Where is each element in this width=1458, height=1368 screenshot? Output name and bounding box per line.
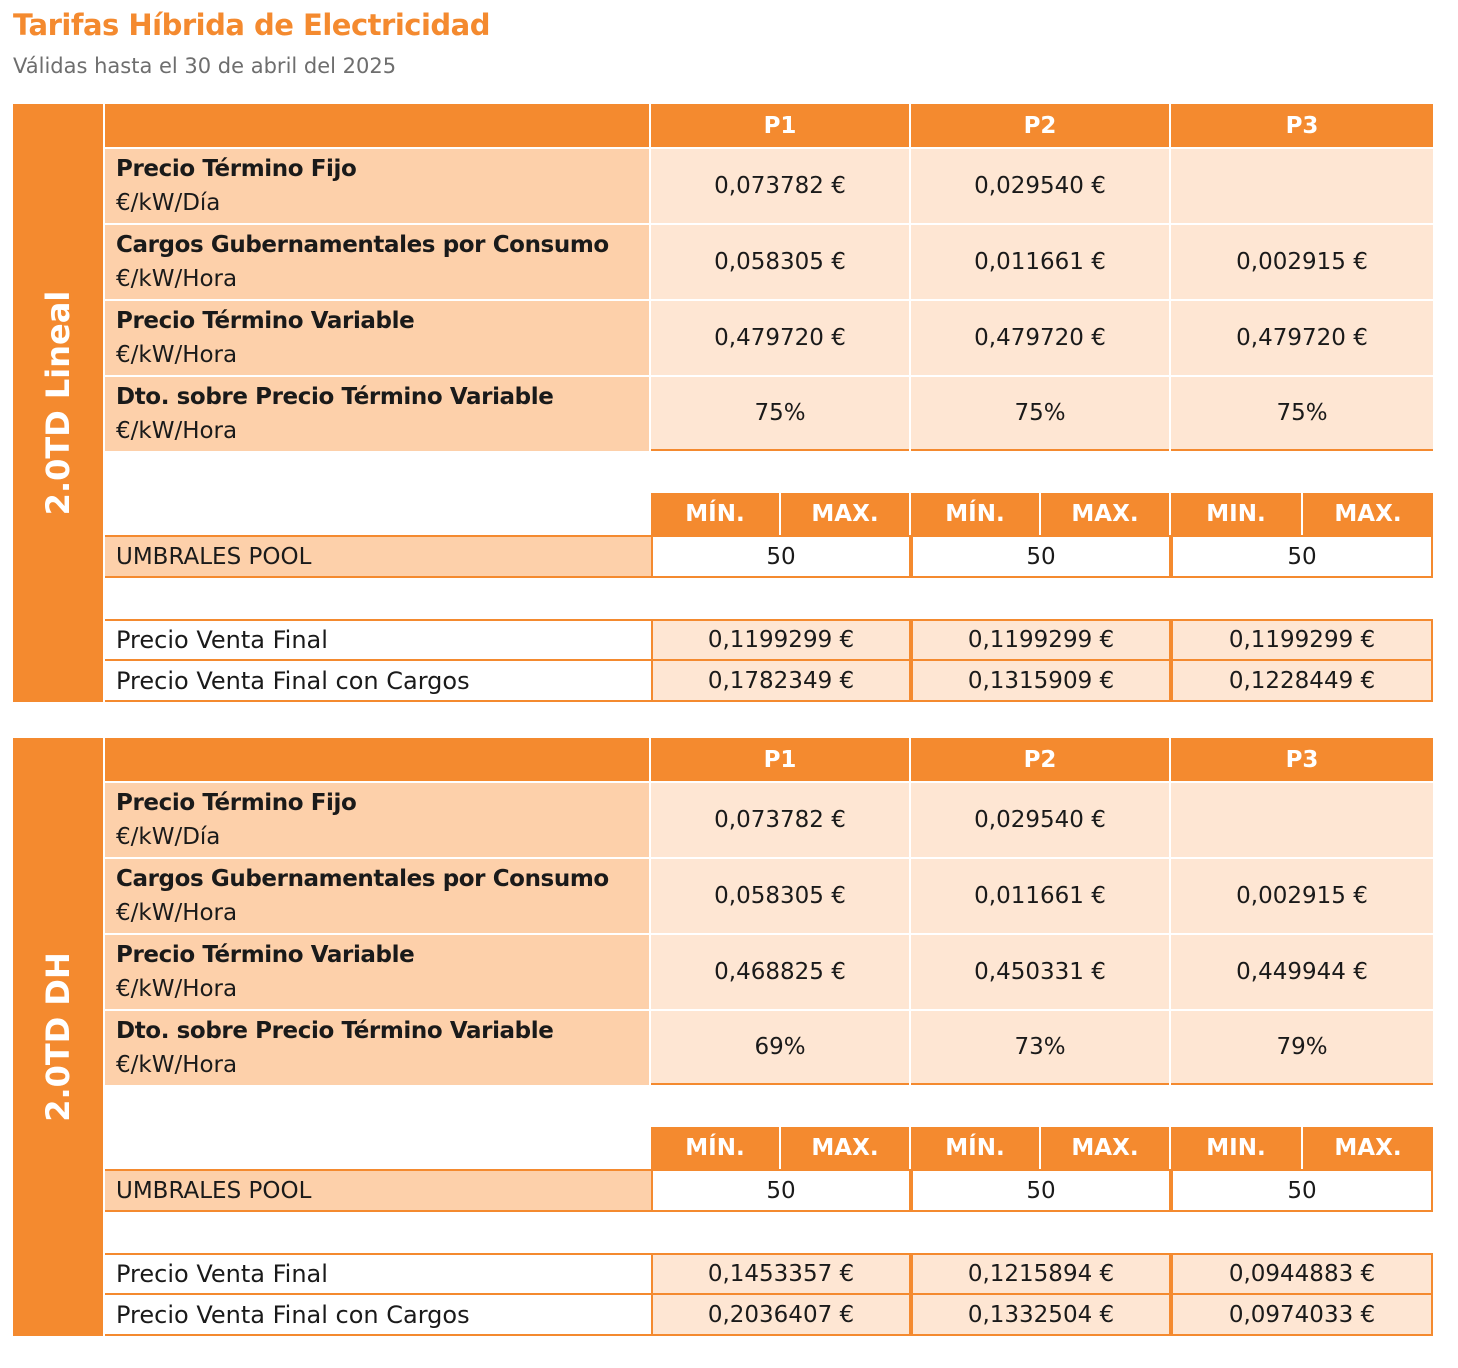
cell-fijo-p1: 0,073782 € bbox=[651, 149, 909, 223]
row-unit: €/kW/Día bbox=[116, 190, 221, 216]
cell-venta-cargos-p1: 0,2036407 € bbox=[651, 1293, 911, 1336]
row-label-cargos bbox=[105, 225, 649, 299]
cell-venta-cargos-p2: 0,1332504 € bbox=[911, 1293, 1171, 1336]
minmax-p2-min: MÍN. bbox=[911, 1127, 1039, 1169]
minmax-p2-max: MAX. bbox=[1041, 493, 1169, 535]
cell-pool-p3: 50 bbox=[1171, 535, 1433, 578]
minmax-p3-max: MAX. bbox=[1303, 493, 1433, 535]
row-label-variable bbox=[105, 935, 649, 1009]
row-label-venta: Precio Venta Final bbox=[105, 619, 651, 661]
cell-dto-p2: 73% bbox=[911, 1011, 1169, 1085]
cell-venta-cargos-p1: 0,1782349 € bbox=[651, 659, 911, 702]
row-title: Precio Término Variable bbox=[116, 942, 415, 968]
cell-cargos-p3: 0,002915 € bbox=[1171, 859, 1433, 933]
row-label-pool: UMBRALES POOL bbox=[105, 535, 651, 578]
cell-fijo-p2: 0,029540 € bbox=[911, 783, 1169, 857]
cell-pool-p1: 50 bbox=[651, 1169, 911, 1212]
section-title: 2.0TD DH bbox=[39, 952, 77, 1122]
cell-dto-p3: 79% bbox=[1171, 1011, 1433, 1085]
row-unit: €/kW/Hora bbox=[116, 266, 238, 292]
row-label-dto bbox=[105, 1011, 649, 1085]
section-title: 2.0TD Lineal bbox=[39, 290, 77, 516]
row-title: Dto. sobre Precio Término Variable bbox=[116, 1018, 554, 1044]
row-unit: €/kW/Hora bbox=[116, 418, 238, 444]
row-title: Precio Término Fijo bbox=[116, 156, 357, 182]
minmax-p1-max: MAX. bbox=[781, 493, 909, 535]
tariff-section-dh bbox=[13, 738, 1433, 1336]
row-title: Precio Término Variable bbox=[116, 308, 415, 334]
row-title: Cargos Gubernamentales por Consumo bbox=[116, 866, 609, 892]
cell-venta-p3: 0,0944883 € bbox=[1171, 1253, 1433, 1295]
cell-venta-cargos-p3: 0,1228449 € bbox=[1171, 659, 1433, 702]
row-title: Precio Término Fijo bbox=[116, 790, 357, 816]
cell-dto-p2: 75% bbox=[911, 377, 1169, 451]
row-label-pool: UMBRALES POOL bbox=[105, 1169, 651, 1212]
cell-cargos-p1: 0,058305 € bbox=[651, 225, 909, 299]
row-label-fijo bbox=[105, 149, 649, 223]
section-side-bar bbox=[13, 738, 103, 1336]
minmax-p1-min: MÍN. bbox=[651, 1127, 779, 1169]
row-unit: €/kW/Hora bbox=[116, 342, 238, 368]
row-label-fijo bbox=[105, 783, 649, 857]
cell-fijo-p1: 0,073782 € bbox=[651, 783, 909, 857]
column-header-p2: P2 bbox=[911, 104, 1169, 147]
section-side-bar bbox=[13, 104, 103, 702]
cell-cargos-p1: 0,058305 € bbox=[651, 859, 909, 933]
row-label-venta-cargos: Precio Venta Final con Cargos bbox=[105, 661, 651, 702]
cell-venta-p2: 0,1199299 € bbox=[911, 619, 1171, 661]
row-label-venta-cargos: Precio Venta Final con Cargos bbox=[105, 1295, 651, 1336]
minmax-p1-max: MAX. bbox=[781, 1127, 909, 1169]
row-label-dto bbox=[105, 377, 649, 451]
column-header-p3: P3 bbox=[1171, 104, 1433, 147]
row-unit: €/kW/Día bbox=[116, 824, 221, 850]
cell-pool-p2: 50 bbox=[911, 535, 1171, 578]
cell-cargos-p2: 0,011661 € bbox=[911, 225, 1169, 299]
cell-fijo-p2: 0,029540 € bbox=[911, 149, 1169, 223]
minmax-p2-max: MAX. bbox=[1041, 1127, 1169, 1169]
cell-variable-p3: 0,449944 € bbox=[1171, 935, 1433, 1009]
cell-variable-p2: 0,450331 € bbox=[911, 935, 1169, 1009]
cell-venta-cargos-p3: 0,0974033 € bbox=[1171, 1293, 1433, 1336]
cell-variable-p1: 0,468825 € bbox=[651, 935, 909, 1009]
minmax-p3-min: MIN. bbox=[1171, 493, 1301, 535]
cell-venta-p2: 0,1215894 € bbox=[911, 1253, 1171, 1295]
header-blank bbox=[105, 104, 649, 147]
row-unit: €/kW/Hora bbox=[116, 976, 238, 1002]
cell-pool-p3: 50 bbox=[1171, 1169, 1433, 1212]
cell-venta-p3: 0,1199299 € bbox=[1171, 619, 1433, 661]
row-label-venta: Precio Venta Final bbox=[105, 1253, 651, 1295]
column-header-p1: P1 bbox=[651, 104, 909, 147]
cell-venta-cargos-p2: 0,1315909 € bbox=[911, 659, 1171, 702]
minmax-p3-min: MIN. bbox=[1171, 1127, 1301, 1169]
row-title: Cargos Gubernamentales por Consumo bbox=[116, 232, 609, 258]
cell-dto-p1: 69% bbox=[651, 1011, 909, 1085]
page-subtitle: Válidas hasta el 30 de abril del 2025 bbox=[13, 54, 397, 78]
minmax-p1-min: MÍN. bbox=[651, 493, 779, 535]
cell-pool-p2: 50 bbox=[911, 1169, 1171, 1212]
cell-pool-p1: 50 bbox=[651, 535, 911, 578]
cell-cargos-p2: 0,011661 € bbox=[911, 859, 1169, 933]
row-title: Dto. sobre Precio Término Variable bbox=[116, 384, 554, 410]
cell-variable-p2: 0,479720 € bbox=[911, 301, 1169, 375]
cell-variable-p1: 0,479720 € bbox=[651, 301, 909, 375]
cell-venta-p1: 0,1453357 € bbox=[651, 1253, 911, 1295]
cell-fijo-p3 bbox=[1171, 783, 1433, 857]
cell-variable-p3: 0,479720 € bbox=[1171, 301, 1433, 375]
cell-dto-p1: 75% bbox=[651, 377, 909, 451]
row-unit: €/kW/Hora bbox=[116, 900, 238, 926]
column-header-p1: P1 bbox=[651, 738, 909, 781]
column-header-p2: P2 bbox=[911, 738, 1169, 781]
row-label-cargos bbox=[105, 859, 649, 933]
minmax-p2-min: MÍN. bbox=[911, 493, 1039, 535]
page-title: Tarifas Híbrida de Electricidad bbox=[13, 8, 490, 42]
cell-fijo-p3 bbox=[1171, 149, 1433, 223]
cell-cargos-p3: 0,002915 € bbox=[1171, 225, 1433, 299]
minmax-p3-max: MAX. bbox=[1303, 1127, 1433, 1169]
row-unit: €/kW/Hora bbox=[116, 1052, 238, 1078]
tariff-section-lineal bbox=[13, 104, 1433, 702]
cell-venta-p1: 0,1199299 € bbox=[651, 619, 911, 661]
row-label-variable bbox=[105, 301, 649, 375]
column-header-p3: P3 bbox=[1171, 738, 1433, 781]
header-blank bbox=[105, 738, 649, 781]
cell-dto-p3: 75% bbox=[1171, 377, 1433, 451]
